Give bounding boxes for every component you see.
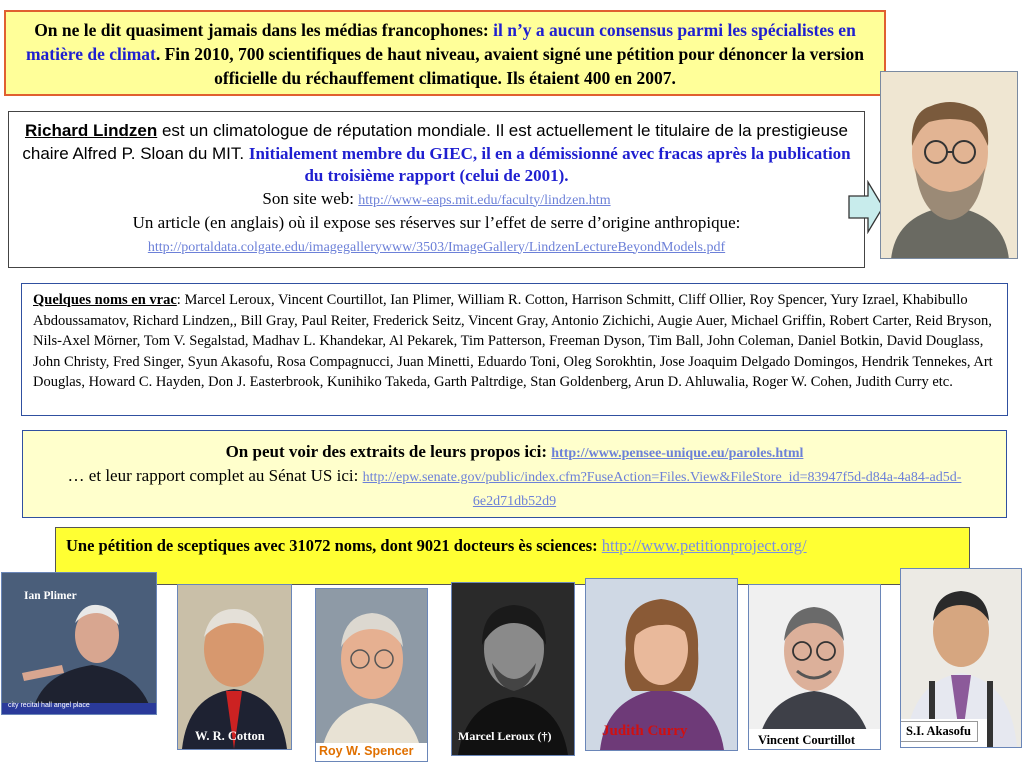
extracts-line2: … et leur rapport complet au Sénat US ici: — [67, 466, 363, 485]
lindzen-giec: Initialement membre du GIEC, il en a démissionné avec fracas après la publication du troisième rapport (celui de 2001). — [248, 143, 851, 185]
paroles-link[interactable]: http://www.pensee-unique.eu/paroles.html — [551, 446, 804, 461]
lindzen-box — [8, 111, 865, 268]
headline-box — [4, 10, 886, 96]
headline-part1: On ne le dit quasiment jamais dans les médias francophones: — [34, 20, 494, 40]
lindzen-name: Richard Lindzen — [24, 121, 158, 140]
headline-part2: . Fin 2010, 700 scientifiques de haut niveau, avaient signé une pétition pour dénoncer la version officielle du réchauffement climatique. Ils étaient 400 en 2007. — [155, 44, 865, 88]
caption-marcel-leroux: Marcel Leroux (†) — [458, 729, 552, 743]
arrow-right-icon — [848, 180, 884, 234]
caption-ian-plimer: Ian Plimer — [24, 590, 77, 602]
site-label: Son site web: — [262, 188, 359, 208]
petition-box — [55, 527, 970, 585]
names-list: : Marcel Leroux, Vincent Courtillot, Ian Plimer, William R. Cotton, Harrison Schmitt, Cliff Ollier, Roy Spencer, Yury Izrael, Khabibullo Abdoussamatov, Richard Lindzen,, Bill Gray, Paul Reiter, Frederick Seitz, Vincent Gray, Antonio Zichichi, Augie Auer, Michael Griffin, Robert Carter, Reid Bryson, Nils-Axel Mörner, Tom V. Segalstad, Madhav L. Khandekar, Al Pekarek, Tim Patterson, Freeman Dyson, Tim Ball, John Coleman, Daniel Botkin, David Douglass, John Christy, Fred Singer, Syun Akasofu, Rosa Compagnucci, Juan Minetti, Eduardo Toni, Oleg Sorokhtin, Jose Joaquim Delgado Domingos, Hendrik Tennekes, Art Douglas, Howard C. Hayden, Don J. Easterbrook, Kunihiko Takeda, Garth Paltrdige, Stan Goldenberg, Arun D. Ahluwalia, Roger W. Cohen, Judith Curry etc. — [33, 292, 993, 390]
lindzen-article-link[interactable]: http://portaldata.colgate.edu/imagegallerywww/3503/ImageGallery/LindzenLectureBeyondModels.pdf — [147, 239, 726, 255]
photo-w-r-cotton — [177, 584, 292, 750]
photo-si-akasofu — [900, 568, 1022, 748]
petition-link[interactable]: http://www.petitionproject.org/ — [601, 536, 807, 555]
extracts-box — [22, 430, 1007, 518]
names-box — [21, 283, 1008, 416]
photo-vincent-courtillot — [748, 584, 881, 750]
caption-w-r-cotton: W. R. Cotton — [195, 729, 265, 743]
photo-marcel-leroux — [451, 582, 575, 756]
caption-roy-spencer: Roy W. Spencer — [319, 744, 414, 758]
sign-text: city recital hall angel place — [8, 702, 90, 709]
extracts-line1: On peut voir des extraits de leurs propos ici: — [225, 442, 552, 461]
caption-judith-curry: Judith Curry — [602, 723, 688, 739]
names-label: Quelques noms en vrac — [33, 292, 177, 308]
article-label: Un article (en anglais) où il expose ses réserves sur l’effet de serre d’origine anthropique: — [132, 213, 741, 232]
lindzen-text: est un climatologue de réputation mondiale. Il est actuellement le titulaire de la prestigieuse chaire Alfred P. Sloan du MIT. — [22, 121, 849, 163]
caption-vincent-courtillot: Vincent Courtillot — [758, 733, 856, 747]
lindzen-site-link[interactable]: http://www-eaps.mit.edu/faculty/lindzen.htm — [358, 192, 611, 208]
caption-si-akasofu: S.I. Akasofu — [900, 721, 978, 742]
petition-text: Une pétition de sceptiques avec 31072 noms, dont 9021 docteurs ès sciences: — [66, 536, 602, 555]
photo-ian-plimer — [1, 572, 157, 715]
senate-report-link[interactable]: http://epw.senate.gov/public/index.cfm?FuseAction=Files.View&FileStore_id=83947f5d-d84a-4a84-ad5d-6e2d71db52d9 — [362, 470, 962, 509]
photo-roy-spencer — [315, 588, 428, 762]
headline-highlight: il n’y a aucun consensus parmi les spécialistes en matière de climat — [25, 20, 856, 64]
photo-judith-curry — [585, 578, 738, 751]
lindzen-portrait — [880, 71, 1018, 259]
